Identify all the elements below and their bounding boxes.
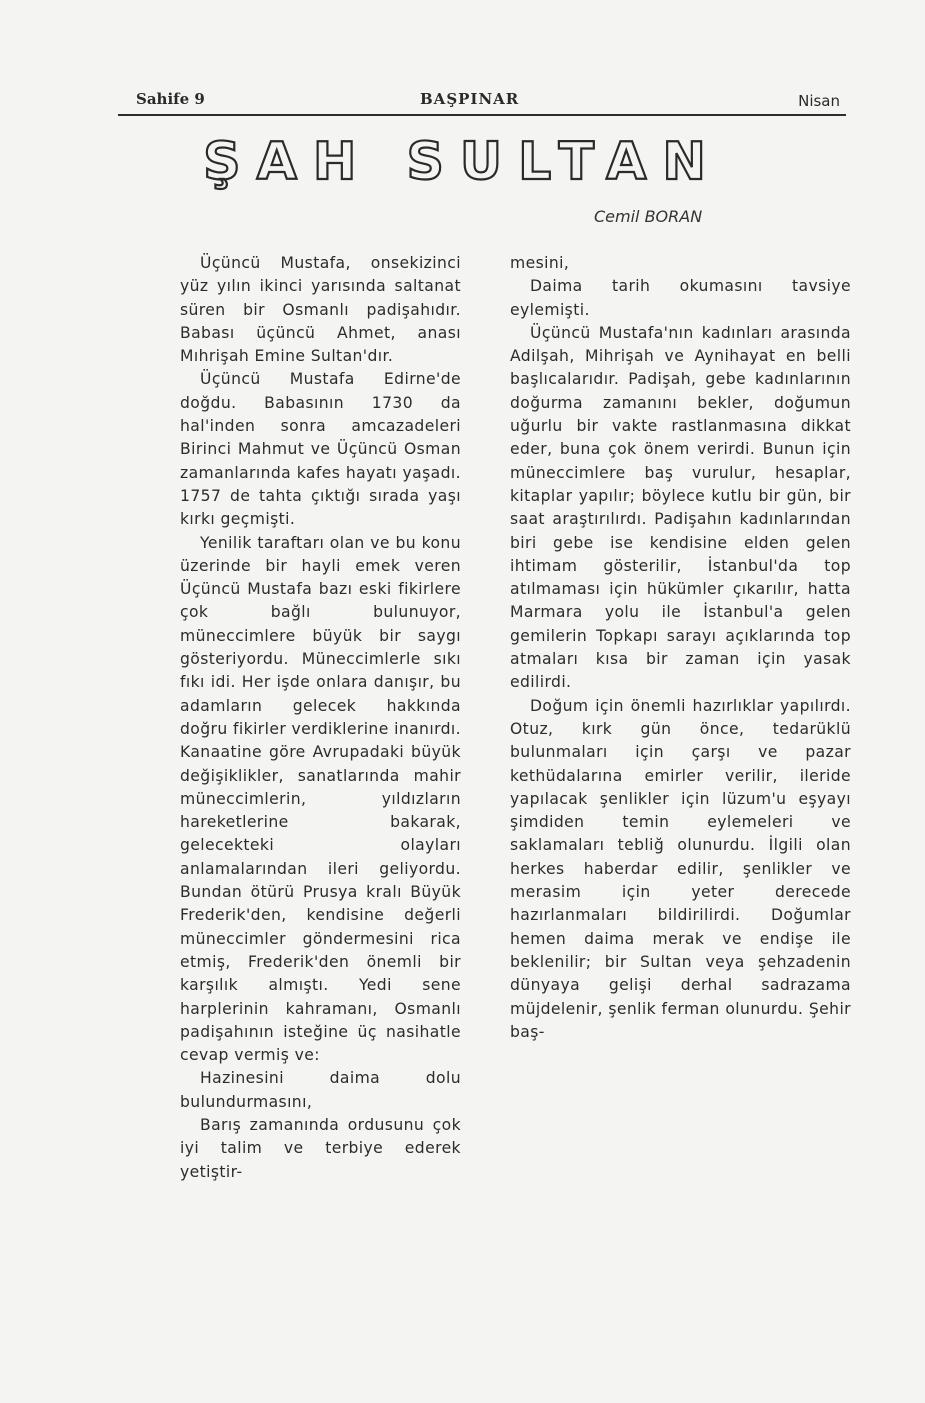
article-title: ŞAH SULTAN xyxy=(203,132,722,192)
page-header xyxy=(118,88,846,116)
paragraph: mesini, xyxy=(510,254,570,272)
publication-name: BAŞPINAR xyxy=(420,90,520,108)
paragraph: Doğum için önemli hazırlıklar yapılırdı. Otuz, kırk gün önce, tedarüklü bulunmaları için çarşı ve pazar kethüdalarına emirler verilir, ileride yapılacak şenlikler için lüzum'u eşyayı şimdiden temin eylemeleri ve saklamaları tebliğ olunurdu. İlgili olan herkes haberdar edilir, şenlikler ve merasim için yeter derecede hazırlanmaları bildirilirdi. Doğumlar hemen daima merak ve endişe ile beklenilir; bir Sultan veya şehzadenin dünyaya gelişi derhal sadrazama müjdelenir, şenlik ferman olunurdu. Şehir baş- xyxy=(510,696,851,1041)
paragraph: Üçüncü Mustafa, onsekizinci yüz yılın ikinci yarısında saltanat süren bir Osmanlı padişahıdır. Babası üçüncü Ahmet, anası Mıhrişah Emine Sultan'dır. xyxy=(180,254,461,366)
issue-month: Nisan xyxy=(798,92,840,110)
paragraph: Barış zamanında ordusunu çok iyi talim ve terbiye ederek yetiştir- xyxy=(180,1115,461,1181)
left-column xyxy=(180,252,461,1184)
paragraph: Üçüncü Mustafa'nın kadınları arasında Adilşah, Mihrişah ve Aynihayat en belli başlıcalarıdır. Padişah, gebe kadınlarının doğurma zamanını bekler, doğumun uğurlu bir vakte rastlanmasına dikkat eder, buna çok önem verirdi. Bunun için müneccimlere baş vurulur, hesaplar, kitaplar yapılır; böylece kutlu bir gün, bir saat araştırılırdı. Padişahın kadınlarından biri gebe ise kendisine elden gelen ihtimam gösterilir, İstanbul'da top atılmaması için hükümler çıkarılır, hatta Marmara yolu ile İstanbul'a gelen gemilerin Topkapı sarayı açıklarında top atmaları kısa bir zaman için yasak edilirdi. xyxy=(510,323,851,692)
article-author: Cemil BORAN xyxy=(594,207,703,226)
paragraph: Daima tarih okumasını tavsiye eylemişti. xyxy=(510,277,851,319)
right-column xyxy=(510,252,851,1044)
page-number: Sahife 9 xyxy=(136,90,205,108)
paragraph: Hazinesini daima dolu bulundurmasını, xyxy=(180,1069,461,1111)
paragraph: Üçüncü Mustafa Edirne'de doğdu. Babasının 1730 da hal'inden sonra amcazadeleri Birinci Mahmut ve Üçüncü Osman zamanlarında kafes hayatı yaşadı. 1757 de tahta çıktığı sırada yaşı kırkı geçmişti. xyxy=(180,370,461,529)
paragraph: Yenilik taraftarı olan ve bu konu üzerinde bir hayli emek veren Üçüncü Mustafa bazı eski fikirlere çok bağlı bulunuyor, müneccimlere büyük bir saygı gösteriyordu. Müneccimlerle sıkı fıkı idi. Her işde onlara danışır, bu adamların gelecek hakkında doğru fikirler verdiklerine inanırdı. Kanaatine göre Avrupadaki büyük değişiklikler, sanatlarında mahir müneccimlerin, yıldızların hareketlerine bakarak, gelecekteki olayları anlamalarından ileri geliyordu. Bundan ötürü Prusya kralı Büyük Frederik'den, kendisine değerli müneccimler göndermesini rica etmiş, Frederik'den önemli bir karşılık almıştı. Yedi sene harplerinin kahramanı, Osmanlı padişahının isteğine üç nasihatle cevap vermiş ve: xyxy=(180,533,461,1065)
